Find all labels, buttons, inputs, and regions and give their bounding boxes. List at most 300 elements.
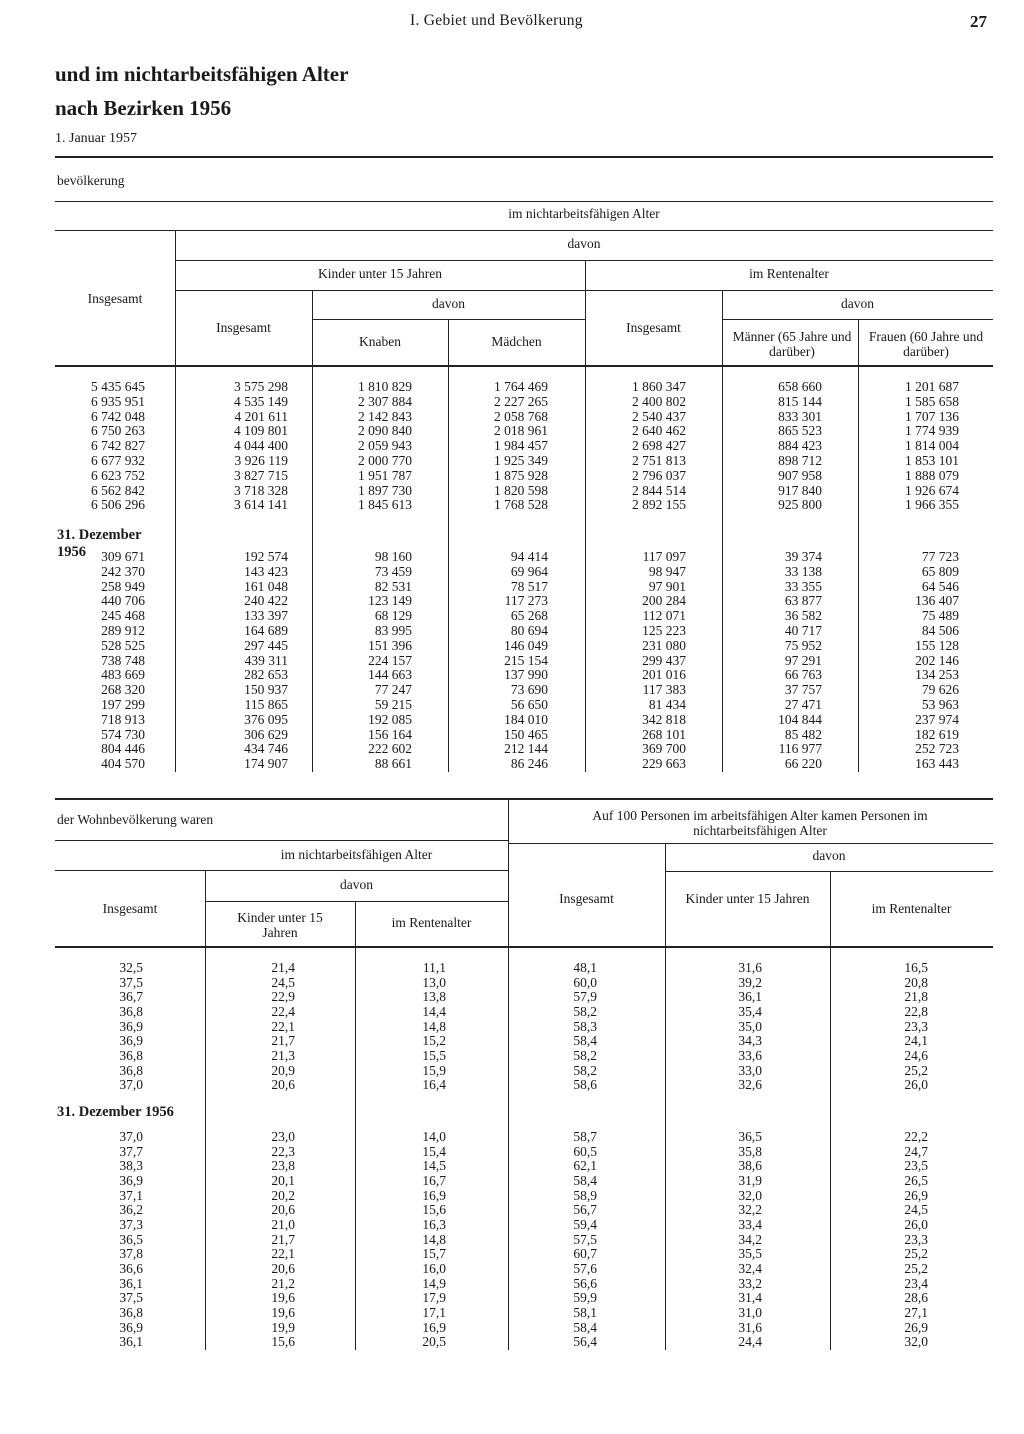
block2-cells [205,1130,295,1350]
table1-knaben: Knaben [359,334,401,349]
table-cell: 75 489 [921,608,959,624]
block1-cells [585,380,686,513]
table-cell: 6 677 932 [91,452,145,468]
table-cell: 36,9 [119,1319,143,1335]
table-cell: 212 144 [504,741,548,757]
table-cell: 38,6 [738,1158,762,1174]
table-cell: 14,8 [422,1231,446,1247]
table-cell: 161 048 [244,578,288,594]
table-cell: 83 995 [374,622,412,638]
page-title-line2: nach Bezirken 1956 [55,96,232,120]
table-cell: 37,7 [119,1143,143,1159]
block1-cells [508,961,597,1093]
table-cell: 94 414 [510,549,548,564]
table-cell: 36,5 [119,1231,143,1247]
table-cell: 1 774 939 [905,423,959,439]
table-cell: 35,4 [738,1003,762,1019]
table-cell: 31,4 [738,1290,762,1306]
table-cell: 16,7 [422,1172,446,1188]
table-cell: 25,2 [904,1246,928,1262]
table-cell: 137 990 [504,667,548,683]
table-cell: 20,6 [271,1202,295,1218]
table-cell: 134 253 [915,667,959,683]
block1-cells [355,961,446,1093]
table1-frauen: Frauen (60 Jahre und darüber) [868,329,984,359]
table-cell: 59 215 [374,696,412,712]
table-cell: 439 311 [244,652,288,668]
table-cell: 3 827 715 [234,467,288,483]
table-cell: 123 149 [368,593,412,609]
block2-cells [722,550,822,772]
table-cell: 27,1 [904,1304,928,1320]
table-cell: 36,8 [119,1003,143,1019]
table-cell: 16,9 [422,1319,446,1335]
table-cell: 15,6 [271,1334,295,1350]
table-cell: 32,2 [738,1202,762,1218]
block2-cells [312,550,412,772]
table-cell: 3 614 141 [234,497,288,513]
table-cell: 21,7 [271,1033,295,1049]
table-cell: 57,5 [573,1231,597,1247]
table-cell: 22,1 [271,1246,295,1262]
table-cell: 16,0 [422,1260,446,1276]
table-cell: 306 629 [244,726,288,742]
table2-renten-right: im Rentenalter [871,901,952,916]
table-cell: 35,0 [738,1018,762,1034]
table-cell: 6 506 296 [91,497,145,513]
table-cell: 20,8 [904,974,928,990]
table-cell: 21,3 [271,1047,295,1063]
table-cell: 342 818 [642,711,686,727]
table-cell: 2 698 427 [632,438,686,454]
table-cell: 104 844 [778,711,822,727]
table-cell: 21,2 [271,1275,295,1291]
table-cell: 31,6 [738,960,762,975]
table-cell: 19,6 [271,1304,295,1320]
table-cell: 1 820 598 [494,482,548,498]
table-cell: 17,9 [422,1290,446,1306]
table-cell: 36,2 [119,1202,143,1218]
table-cell: 15,2 [422,1033,446,1049]
table-cell: 6 742 048 [91,408,145,424]
table-cell: 21,7 [271,1231,295,1247]
table-cell: 64 546 [921,578,959,594]
table-cell: 24,4 [738,1334,762,1350]
table-cell: 144 663 [368,667,412,683]
table-cell: 1 925 349 [494,452,548,468]
table-cell: 37,1 [119,1187,143,1203]
table-cell: 6 935 951 [91,393,145,409]
table-cell: 58,2 [573,1047,597,1063]
table-cell: 56,6 [573,1275,597,1291]
table-cell: 297 445 [244,637,288,653]
table-cell: 289 912 [101,622,145,638]
table-cell: 58,3 [573,1018,597,1034]
table-cell: 28,6 [904,1290,928,1306]
table-cell: 16,3 [422,1216,446,1232]
table-cell: 20,6 [271,1260,295,1276]
table-cell: 24,6 [904,1047,928,1063]
table-cell: 4 201 611 [234,408,288,424]
table-cell: 222 602 [368,741,412,757]
table-cell: 17,1 [422,1304,446,1320]
table-cell: 32,4 [738,1260,762,1276]
table2-renten-left: im Rentenalter [391,915,472,930]
table-cell: 268 320 [101,682,145,698]
table-cell: 1 768 528 [494,497,548,513]
table-cell: 231 080 [642,637,686,653]
table-cell: 258 949 [101,578,145,594]
table-cell: 58,7 [573,1129,597,1144]
table-cell: 143 423 [244,563,288,579]
table-cell: 88 661 [374,756,412,772]
table-cell: 925 800 [778,497,822,513]
block2-cells [175,550,288,772]
table-cell: 229 663 [642,756,686,772]
table-cell: 59,9 [573,1290,597,1306]
table-cell: 151 396 [368,637,412,653]
table-cell: 4 109 801 [234,423,288,439]
table-cell: 33,0 [738,1062,762,1078]
table-cell: 174 907 [244,756,288,772]
table-cell: 14,8 [422,1018,446,1034]
table-cell: 26,0 [904,1216,928,1232]
table-cell: 22,4 [271,1003,295,1019]
table-cell: 202 146 [915,652,959,668]
block2-cells [858,550,959,772]
table-cell: 58,4 [573,1319,597,1335]
table1-header-bottom-rule [55,365,993,367]
table-cell: 27 471 [784,696,822,712]
table-cell: 11,1 [422,960,446,975]
table-cell: 14,5 [422,1158,446,1174]
table-cell: 2 090 840 [358,423,412,439]
block1-cells [448,380,548,513]
table-cell: 32,6 [738,1077,762,1093]
table-cell: 56,4 [573,1334,597,1350]
table-cell: 718 913 [101,711,145,727]
table-cell: 434 746 [244,741,288,757]
table-cell: 58,4 [573,1033,597,1049]
table-cell: 63 877 [784,593,822,609]
table-cell: 24,5 [904,1202,928,1218]
table-cell: 85 482 [784,726,822,742]
table-cell: 150 937 [244,682,288,698]
table2-right-davon: davon [812,848,846,863]
table-cell: 34,3 [738,1033,762,1049]
table-cell: 62,1 [573,1158,597,1174]
table-cell: 6 623 752 [91,467,145,483]
table-cell: 37,5 [119,974,143,990]
rule [205,901,508,902]
table1-maenner: Männer (65 Jahre und darüber) [732,329,852,359]
table-cell: 23,5 [904,1158,928,1174]
table-cell: 14,9 [422,1275,446,1291]
table-cell: 24,5 [271,974,295,990]
table-cell: 804 446 [101,741,145,757]
table-cell: 40 717 [784,622,822,638]
table-cell: 58,9 [573,1187,597,1203]
table-cell: 1 814 004 [905,438,959,454]
table-cell: 31,0 [738,1304,762,1320]
table2-insgesamt-col4: Insgesamt [559,891,614,906]
table-cell: 36,1 [119,1275,143,1291]
table-cell: 6 742 827 [91,438,145,454]
table-cell: 39,2 [738,974,762,990]
table-cell: 2 307 884 [358,393,412,409]
table-cell: 898 712 [778,452,822,468]
table-cell: 33 138 [784,563,822,579]
table-cell: 73 459 [374,563,412,579]
table-cell: 77 723 [921,549,959,564]
table-cell: 60,0 [573,974,597,990]
table-cell: 2 892 155 [632,497,686,513]
table-cell: 117 383 [642,682,686,698]
table-cell: 117 273 [504,593,548,609]
table1-insgesamt-col2: Insgesamt [216,320,271,335]
table-cell: 136 407 [915,593,959,609]
table-cell: 3 926 119 [234,452,288,468]
table-cell: 2 844 514 [632,482,686,498]
rule [55,840,508,841]
table-cell: 299 437 [642,652,686,668]
table-cell: 65 268 [510,608,548,624]
block1-cells [722,380,822,513]
table-cell: 309 671 [101,549,145,564]
table1-header-top: bevölkerung [57,173,125,188]
table-cell: 155 128 [915,637,959,653]
table-cell: 14,4 [422,1003,446,1019]
table2-kinder-right: Kinder unter 15 Jahren [685,891,810,906]
table-cell: 23,3 [904,1231,928,1247]
table-cell: 36,8 [119,1047,143,1063]
table-cell: 80 694 [510,622,548,638]
table-cell: 86 246 [510,756,548,772]
table-cell: 1 926 674 [905,482,959,498]
table-cell: 36 582 [784,608,822,624]
table-cell: 26,5 [904,1172,928,1188]
table-cell: 26,9 [904,1187,928,1203]
table2-kinder-left: Kinder unter 15 Jahren [237,910,323,940]
table-cell: 13,8 [422,989,446,1005]
block1-cells [312,380,412,513]
table-cell: 58,1 [573,1304,597,1320]
table-cell: 4 535 149 [234,393,288,409]
table-cell: 36,1 [738,989,762,1005]
table1-davon-top: davon [567,236,601,251]
table-cell: 36,5 [738,1129,762,1144]
block1-cells [830,961,928,1093]
table-cell: 37,0 [119,1129,143,1144]
table-cell: 36,1 [119,1334,143,1350]
table-cell: 146 049 [504,637,548,653]
table-cell: 48,1 [573,960,597,975]
table-cell: 25,2 [904,1260,928,1276]
table-cell: 22,8 [904,1003,928,1019]
table2-left-davon: davon [340,877,373,892]
table-cell: 22,3 [271,1143,295,1159]
table-cell: 33,6 [738,1047,762,1063]
table-cell: 815 144 [778,393,822,409]
table-cell: 98 160 [374,549,412,564]
table-cell: 20,2 [271,1187,295,1203]
table2-left-group: im nichtarbeitsfähigen Alter [280,847,433,862]
table-cell: 56 650 [510,696,548,712]
table-cell: 6 750 263 [91,423,145,439]
table-cell: 3 718 328 [234,482,288,498]
block1-cells [55,961,143,1093]
table-cell: 1 853 101 [905,452,959,468]
rule [175,260,993,261]
table-cell: 32,0 [738,1187,762,1203]
table-cell: 25,2 [904,1062,928,1078]
table-cell: 2 640 462 [632,423,686,439]
table-cell: 182 619 [915,726,959,742]
table-cell: 200 284 [642,593,686,609]
table-cell: 1 810 829 [358,379,412,394]
table-cell: 37,8 [119,1246,143,1262]
table-cell: 39 374 [784,549,822,564]
table-cell: 1 201 687 [905,379,959,394]
table-cell: 77 247 [374,682,412,698]
table-cell: 58,4 [573,1172,597,1188]
table-cell: 33 355 [784,578,822,594]
table-cell: 37,0 [119,1077,143,1093]
table-cell: 36,8 [119,1304,143,1320]
block2-cells [508,1130,597,1350]
table-cell: 20,5 [422,1334,446,1350]
table-cell: 164 689 [244,622,288,638]
running-head: I. Gebiet und Bevölkerung [410,12,583,29]
table-cell: 125 223 [642,622,686,638]
table-cell: 1 875 928 [494,467,548,483]
table-cell: 23,0 [271,1129,295,1144]
table-cell: 150 465 [504,726,548,742]
table-cell: 369 700 [642,741,686,757]
table-cell: 66 220 [784,756,822,772]
table-cell: 37,3 [119,1216,143,1232]
table-cell: 215 154 [504,652,548,668]
table-cell: 197 299 [101,696,145,712]
table-cell: 22,9 [271,989,295,1005]
table-cell: 1 860 347 [632,379,686,394]
page-date: 1. Januar 1957 [55,131,138,146]
table-cell: 192 085 [368,711,412,727]
table-cell: 22,2 [904,1129,928,1144]
table-cell: 24,1 [904,1033,928,1049]
table-cell: 738 748 [101,652,145,668]
table-cell: 22,1 [271,1018,295,1034]
block2-cells [355,1130,446,1350]
table-cell: 84 506 [921,622,959,638]
table-cell: 31,6 [738,1319,762,1335]
page-title-line1: und im nichtarbeitsfähigen Alter [55,62,349,86]
table-cell: 184 010 [504,711,548,727]
table-cell: 69 964 [510,563,548,579]
table-cell: 1 897 730 [358,482,412,498]
table-cell: 865 523 [778,423,822,439]
table-cell: 1 984 457 [494,438,548,454]
table1-top-rule [55,156,993,158]
table-cell: 245 468 [101,608,145,624]
table-cell: 81 434 [648,696,686,712]
table-cell: 6 562 842 [91,482,145,498]
table-cell: 1 585 658 [905,393,959,409]
table-cell: 73 690 [510,682,548,698]
table-cell: 60,7 [573,1246,597,1262]
table-cell: 156 164 [368,726,412,742]
table-cell: 98 947 [648,563,686,579]
table-cell: 15,9 [422,1062,446,1078]
table-cell: 97 291 [784,652,822,668]
table-cell: 112 071 [642,608,686,624]
table-cell: 65 809 [921,563,959,579]
table-cell: 20,1 [271,1172,295,1188]
table-cell: 15,4 [422,1143,446,1159]
table-cell: 268 101 [642,726,686,742]
table-cell: 34,2 [738,1231,762,1247]
table-cell: 192 574 [244,549,288,564]
table-cell: 78 517 [510,578,548,594]
table-cell: 15,5 [422,1047,446,1063]
table-cell: 1 966 355 [905,497,959,513]
table-cell: 907 958 [778,467,822,483]
table-cell: 13,0 [422,974,446,990]
table-cell: 59,4 [573,1216,597,1232]
table-cell: 242 370 [101,563,145,579]
table1-kinder-label: Kinder unter 15 Jahren [317,266,443,281]
table-cell: 58,6 [573,1077,597,1093]
table-cell: 1 764 469 [494,379,548,394]
table-cell: 2 796 037 [632,467,686,483]
table-cell: 82 531 [374,578,412,594]
table-cell: 24,7 [904,1143,928,1159]
table-cell: 36,8 [119,1062,143,1078]
table2-section2-label: 31. Dezember 1956 [57,1104,204,1121]
table-cell: 21,8 [904,989,928,1005]
table-cell: 16,4 [422,1077,446,1093]
table-cell: 33,2 [738,1275,762,1291]
table-cell: 26,0 [904,1077,928,1093]
table-cell: 917 840 [778,482,822,498]
block1-cells [665,961,762,1093]
table-cell: 66 763 [784,667,822,683]
table-cell: 36,9 [119,1172,143,1188]
table-cell: 15,7 [422,1246,446,1262]
block1-cells [55,380,145,513]
table-cell: 115 865 [244,696,288,712]
table-cell: 57,9 [573,989,597,1005]
table1-renten-label: im Rentenalter [749,266,829,281]
table-cell: 33,4 [738,1216,762,1232]
table-cell: 4 044 400 [234,438,288,454]
table1-davon-renten: davon [841,296,874,311]
table-cell: 2 540 437 [632,408,686,424]
rule [175,290,993,291]
table-cell: 23,4 [904,1275,928,1291]
table-cell: 483 669 [101,667,145,683]
table-cell: 1 707 136 [905,408,959,424]
table-cell: 35,8 [738,1143,762,1159]
table2-top-rule [55,798,993,800]
table-cell: 440 706 [101,593,145,609]
table-cell: 2 058 768 [494,408,548,424]
table-cell: 21,0 [271,1216,295,1232]
block1-cells [175,380,288,513]
table-cell: 116 977 [778,741,822,757]
table-cell: 37,5 [119,1290,143,1306]
table-cell: 15,6 [422,1202,446,1218]
